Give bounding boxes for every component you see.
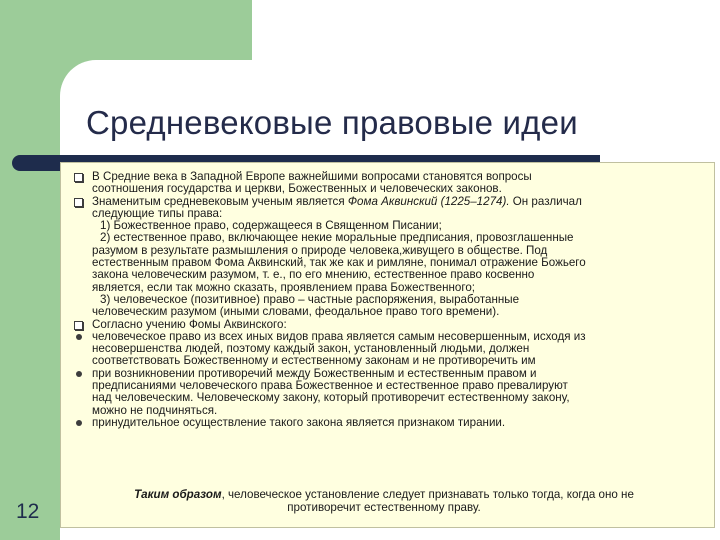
item-line: предписаниями человеческого права Божественное и естественное право превалируют <box>92 379 568 393</box>
conclusion-line: противоречит естественному праву. <box>287 501 481 514</box>
item-line: человеческим разумом (иными словами, феодальное право того времени). <box>92 305 500 319</box>
square-bullet-icon <box>74 321 83 330</box>
conclusion-emphasis: Таким образом <box>134 488 222 501</box>
round-bullet-icon <box>76 334 82 340</box>
list-item <box>68 331 713 368</box>
page-number: 12 <box>16 500 40 523</box>
list-item <box>68 171 713 196</box>
item-text: Он различал <box>509 194 582 208</box>
item-line: можно не подчиняться. <box>92 403 218 417</box>
list-item <box>68 196 713 319</box>
item-line: человеческое право из всех иных видов права является самым несовершенным, исходя из <box>92 329 586 343</box>
list-item <box>68 319 713 331</box>
list-item <box>68 417 713 429</box>
item-line: при возникновении противоречий между Божественным и естественным правом и <box>92 366 537 380</box>
item-line: соответствовать Божественному и естественному законам и не противоречить им <box>92 354 536 368</box>
square-bullet-icon <box>74 198 83 207</box>
item-line: 3) человеческое (позитивное) право – частные распоряжения, выработанные <box>100 292 520 306</box>
round-bullet-icon <box>76 420 82 426</box>
item-line: Согласно учению Фомы Аквинского: <box>92 317 287 331</box>
item-line: является, если так можно сказать, проявлением права Божественного; <box>92 280 476 294</box>
item-line: принудительное осуществление такого закона является признаком тирании. <box>92 415 506 429</box>
bullet-list <box>68 171 713 429</box>
item-line: следующие типы права: <box>92 206 223 220</box>
slide-title: Средневековые правовые идеи <box>86 104 578 141</box>
item-line: 2) естественное право, включающее некие моральные предписания, провозглашенные <box>100 231 574 245</box>
item-line: разумом в результате размышления о природе человека,живущего в обществе. Под <box>92 243 548 257</box>
item-line: соотношения государства и церкви, Божественных и человеческих законов. <box>92 182 502 196</box>
item-line: естественным правом Фома Аквинский, так же как и римляне, понимал отражение Божьего <box>92 256 586 270</box>
round-bullet-icon <box>76 371 82 377</box>
list-item <box>68 368 713 417</box>
square-bullet-icon <box>74 173 83 182</box>
item-line: над человеческим. Человеческому закону, который противоречит естественному закону, <box>92 391 570 405</box>
item-line: В Средние века в Западной Европе важнейшими вопросами становятся вопросы <box>92 170 532 183</box>
item-line: закона человеческим разумом, т. е., по его мнению, естественное право косвенно <box>92 268 535 282</box>
item-line: несовершенства людей, поэтому каждый закон, установленный людьми, должен <box>92 342 530 356</box>
conclusion-text <box>68 488 700 514</box>
conclusion-line <box>68 488 700 501</box>
item-line: 1) Божественное право, содержащееся в Священном Писании; <box>100 219 442 233</box>
item-text: Знаменитым средневековым ученым является <box>92 194 348 208</box>
author-name: Фома Аквинский (1225–1274). <box>347 194 510 208</box>
conclusion-rest: , человеческое установление следует признавать только тогда, когда оно не <box>221 488 634 501</box>
